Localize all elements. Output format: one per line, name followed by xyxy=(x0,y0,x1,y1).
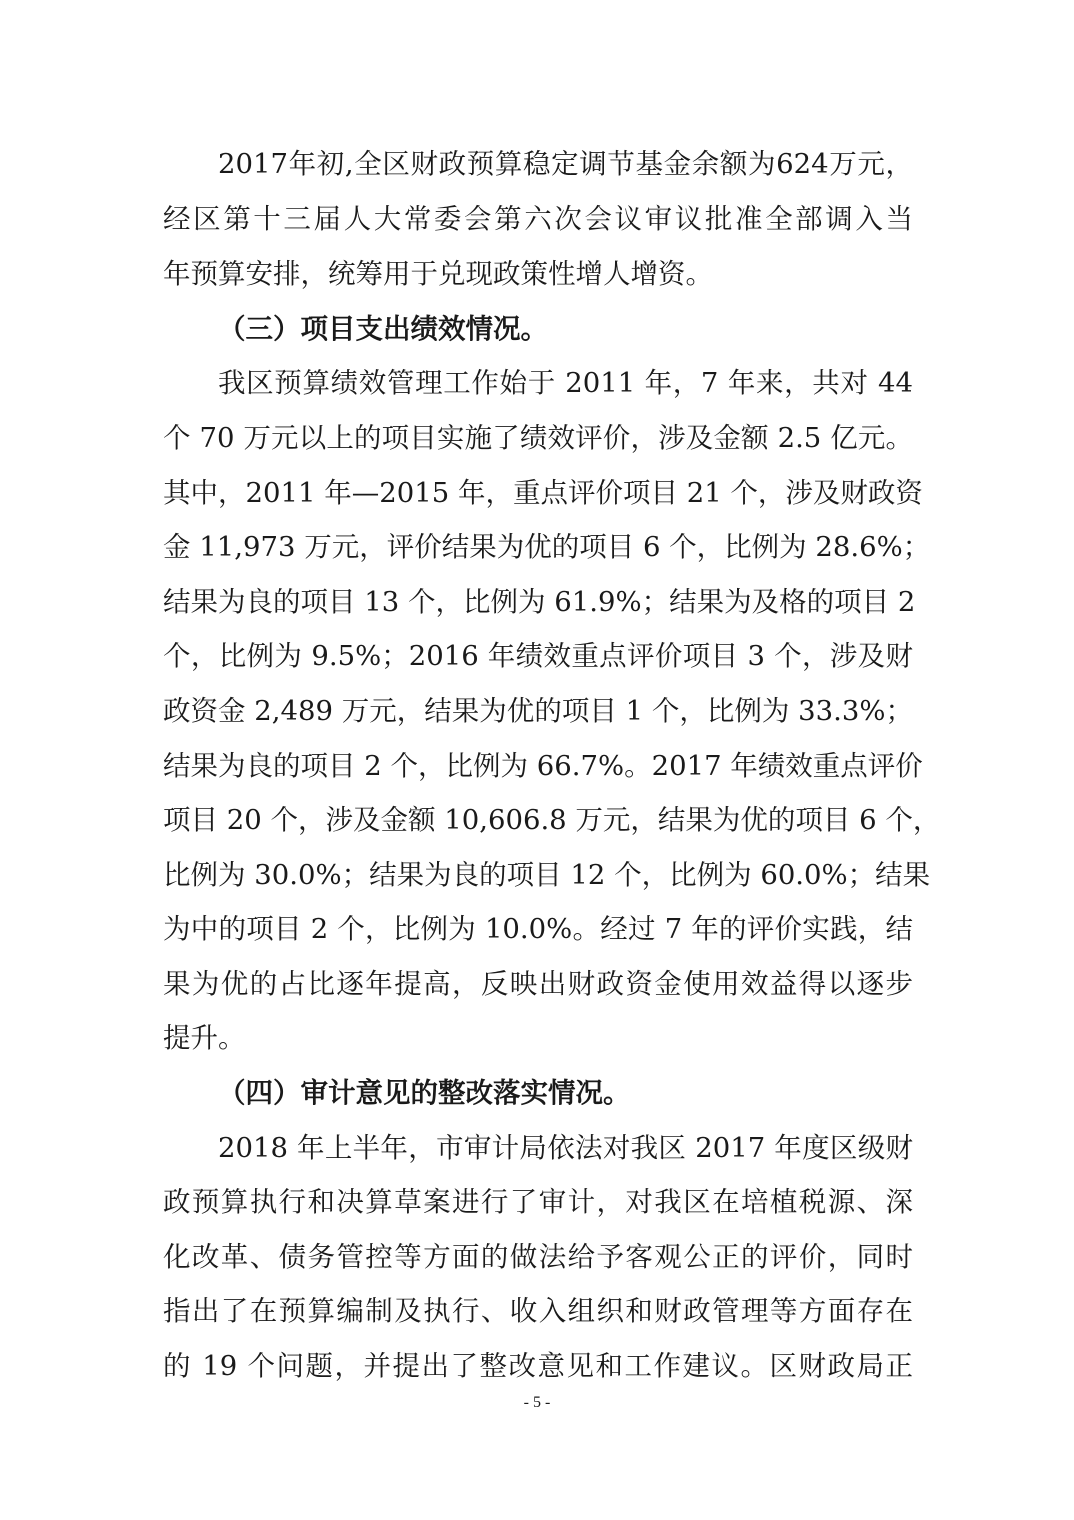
paragraph-line: 项目 20 个，涉及金额 10,606.8 万元，结果为优的项目 6 个， xyxy=(163,804,941,836)
paragraph-line: 经区第十三届人大常委会第六次会议审议批准全部调入当 xyxy=(163,203,913,235)
paragraph-line: 结果为良的项目 2 个，比例为 66.7%。2017 年绩效重点评价 xyxy=(163,750,923,782)
section-heading: （四）审计意见的整改落实情况。 xyxy=(218,1077,631,1109)
paragraph-line: 果为优的占比逐年提高，反映出财政资金使用效益得以逐步 xyxy=(163,968,913,1000)
paragraph-line: 提升。 xyxy=(163,1022,246,1054)
paragraph-line: 个 70 万元以上的项目实施了绩效评价，涉及金额 2.5 亿元。 xyxy=(163,422,913,454)
paragraph-line: 其中，2011 年—2015 年，重点评价项目 21 个，涉及财政资 xyxy=(163,477,923,509)
paragraph-line: 化改革、债务管控等方面的做法给予客观公正的评价，同时 xyxy=(163,1241,913,1273)
paragraph-line: 年预算安排，统筹用于兑现政策性增人增资。 xyxy=(163,258,713,290)
paragraph-line: 政预算执行和决算草案进行了审计，对我区在培植税源、深 xyxy=(163,1186,913,1218)
section-heading: （三）项目支出绩效情况。 xyxy=(218,313,548,345)
paragraph-line: 个，比例为 9.5%；2016 年绩效重点评价项目 3 个，涉及财 xyxy=(163,640,913,672)
paragraph-line: 为中的项目 2 个，比例为 10.0%。经过 7 年的评价实践，结 xyxy=(163,913,913,945)
paragraph-line: 2017年初,全区财政预算稳定调节基金余额为624万元， xyxy=(218,148,913,180)
paragraph-line: 2018 年上半年，市审计局依法对我区 2017 年度区级财 xyxy=(218,1132,913,1164)
paragraph-line: 政资金 2,489 万元，结果为优的项目 1 个，比例为 33.3%； xyxy=(163,695,913,727)
paragraph-line: 的 19 个问题，并提出了整改意见和工作建议。区财政局正 xyxy=(163,1350,913,1382)
paragraph-line: 结果为良的项目 13 个，比例为 61.9%；结果为及格的项目 2 xyxy=(163,586,916,618)
paragraph-line: 我区预算绩效管理工作始于 2011 年，7 年来，共对 44 xyxy=(218,367,913,399)
paragraph-line: 指出了在预算编制及执行、收入组织和财政管理等方面存在 xyxy=(163,1295,913,1327)
paragraph-line: 金 11,973 万元，评价结果为优的项目 6 个，比例为 28.6%； xyxy=(163,531,931,563)
paragraph-line: 比例为 30.0%；结果为良的项目 12 个，比例为 60.0%；结果 xyxy=(163,859,931,891)
page-number: - 5 - xyxy=(523,1394,551,1411)
